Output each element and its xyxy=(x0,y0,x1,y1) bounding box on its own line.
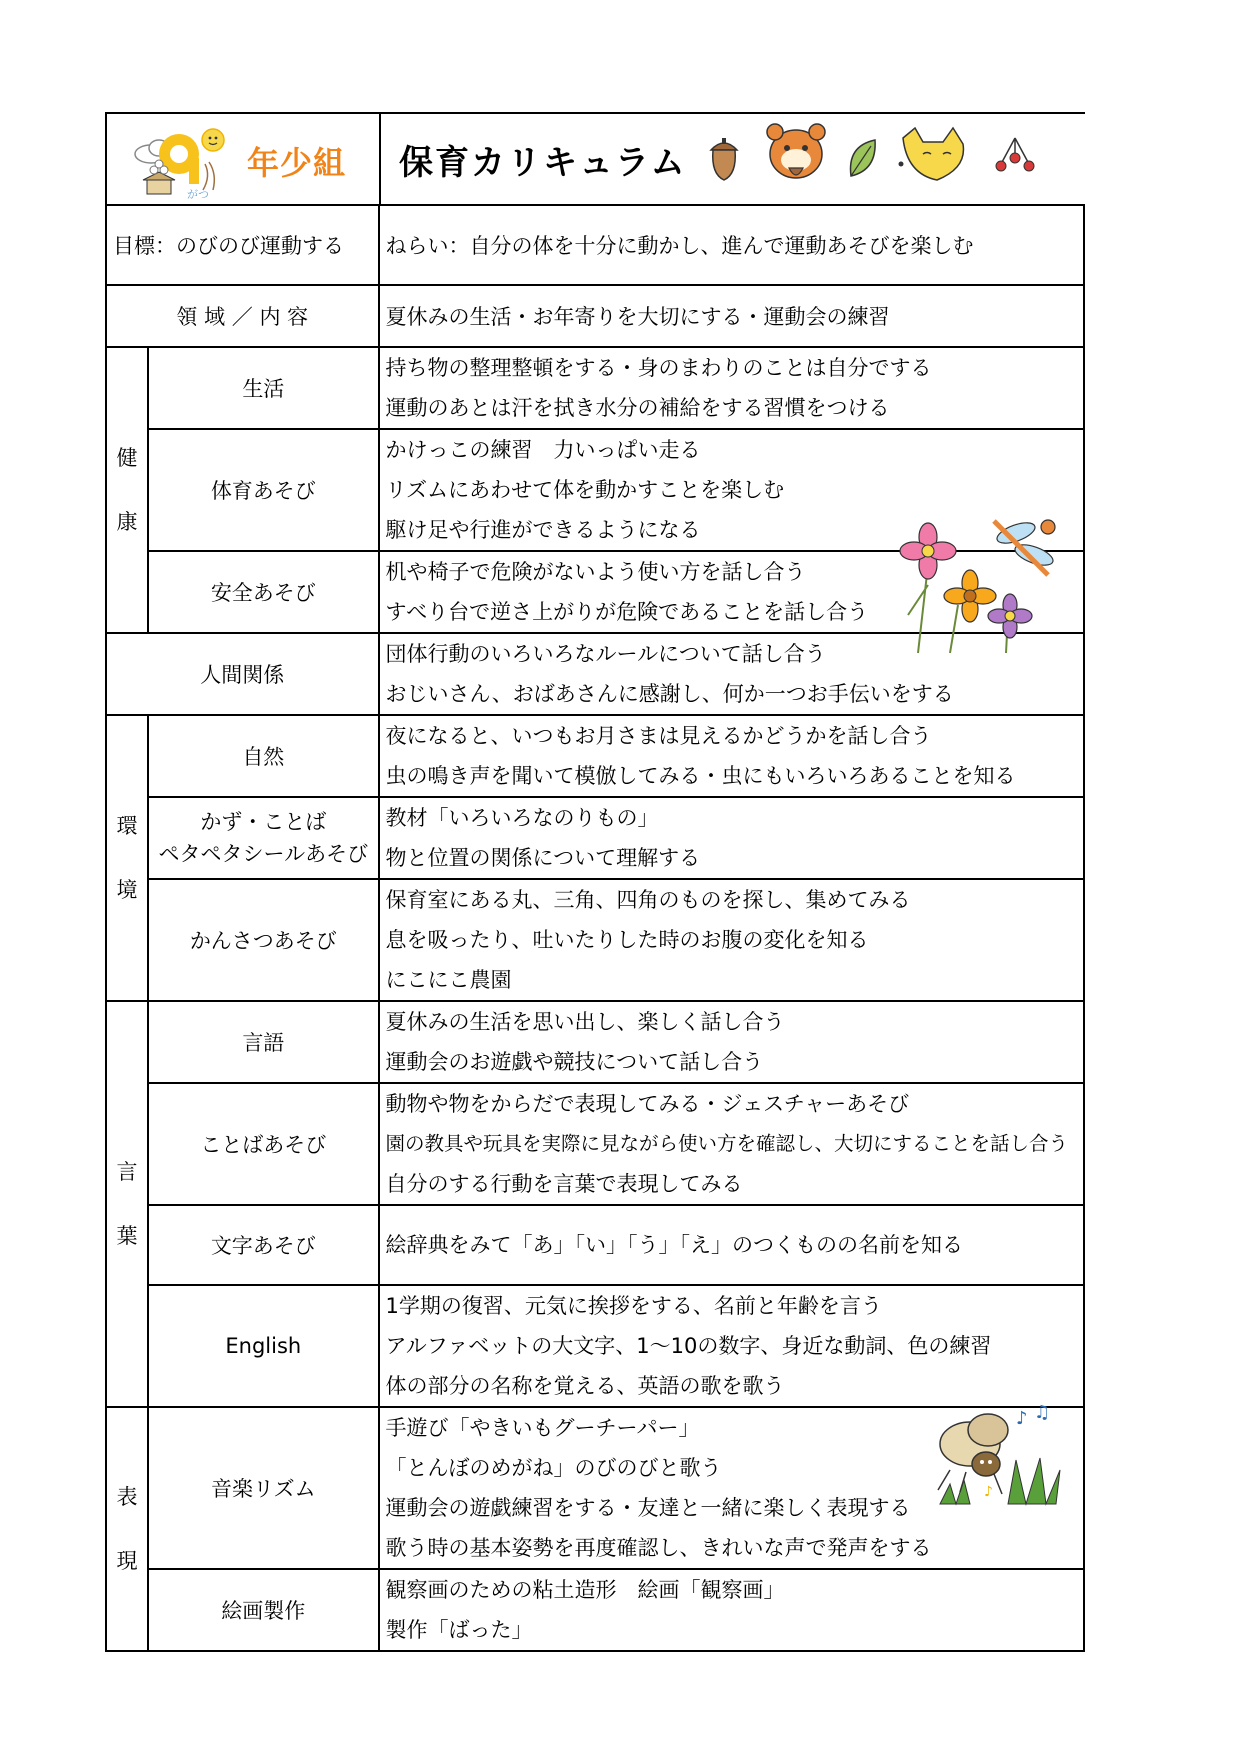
domain-header-row xyxy=(106,285,1084,347)
row-seikatsu xyxy=(106,347,1084,429)
row-kotobaasobi xyxy=(106,1083,1084,1205)
content-shizen: 夜になると、いつもお月さまは見えるかどうかを話し合う 虫の鳴き声を聞いて模倣してみる・虫にもいろいろあることを知る xyxy=(379,715,1084,797)
sub-label-kansatsu: かんさつあそび xyxy=(148,879,378,1001)
row-kaiga xyxy=(106,1569,1084,1651)
sub-label-ongaku: 音楽リズム xyxy=(148,1407,378,1569)
sub-label-kotobaasobi: ことばあそび xyxy=(148,1083,378,1205)
sub-label-anzen: 安全あそび xyxy=(148,551,378,633)
row-gengo xyxy=(106,1001,1084,1083)
section-hyougen-label: 表 現 xyxy=(106,1407,148,1651)
sub-label-shizen: 自然 xyxy=(148,715,378,797)
page-title: 保育カリキュラム xyxy=(399,142,687,183)
leaf-icon xyxy=(845,136,879,180)
content-taiiku: かけっこの練習 力いっぱい走る リズムにあわせて体を動かすことを楽しむ 駆け足や行進ができるようになる xyxy=(379,429,1084,551)
svg-text:♪: ♪ xyxy=(984,1484,993,1500)
content-ongaku: 手遊び「やきいもグーチーパー」 「とんぼのめがね」のびのびと歌う 運動会の遊戯練習をする・友達と一緒に楽しく表現する 歌う時の基本姿勢を再度確認し、きれいな声で発声をする xyxy=(379,1407,1084,1569)
row-english xyxy=(106,1285,1084,1407)
section-kotoba-label: 言 葉 xyxy=(106,1001,148,1407)
sub-label-kaiga: 絵画製作 xyxy=(148,1569,378,1651)
class-name: 年少組 xyxy=(247,144,347,182)
svg-text:♪: ♪ xyxy=(1016,1408,1028,1429)
domain-label: 領 域 ／ 内 容 xyxy=(106,285,379,347)
header-right-cell xyxy=(379,112,1085,204)
sub-label-english: English xyxy=(148,1285,378,1407)
sub-label-kazu: かず・ことば ペタペタシールあそび xyxy=(148,797,378,879)
svg-text:♫: ♫ xyxy=(1034,1402,1051,1423)
fox-icon xyxy=(893,124,971,186)
content-kotobaasobi: 動物や物をからだで表現してみる・ジェスチャーあそび 園の教具や玩具を実際に見ながら使い方を確認し、大切にすることを話し合う 自分のする行動を言葉で表現してみる xyxy=(379,1083,1084,1205)
berries-icon xyxy=(991,134,1039,178)
header xyxy=(105,112,1085,204)
sub-label-taiiku: 体育あそび xyxy=(148,429,378,551)
sub-label-seikatsu: 生活 xyxy=(148,347,378,429)
content-ningen: 団体行動のいろいろなルールについて話し合う おじいさん、おばあさんに感謝し、何か一つお手伝いをする xyxy=(379,633,1084,715)
row-kansatsu xyxy=(106,879,1084,1001)
content-seikatsu: 持ち物の整理整頓をする・身のまわりのことは自分でする 運動のあとは汗を拭き水分の補給をする習慣をつける xyxy=(379,347,1084,429)
content-english: 1学期の復習、元気に挨拶をする、名前と年齢を言う アルファベットの大文字、1～10の数字、身近な動詞、色の練習 体の部分の名称を覚える、英語の歌を歌う xyxy=(379,1285,1084,1407)
row-moji xyxy=(106,1205,1084,1285)
acorn-icon xyxy=(707,132,741,184)
content-kazu: 教材「いろいろなのりもの」 物と位置の関係について理解する xyxy=(379,797,1084,879)
row-shizen xyxy=(106,715,1084,797)
cricket-music-illustration xyxy=(930,1400,1070,1510)
cosmos-dragonfly-illustration xyxy=(898,515,1058,657)
goal-row xyxy=(106,205,1084,285)
objective-cell: 目標：のびのび運動する xyxy=(106,205,379,285)
section-ningen-label: 人間関係 xyxy=(106,633,379,715)
header-left-cell xyxy=(105,112,379,204)
content-moji: 絵辞典をみて「あ」「い」「う」「え」のつくものの名前を知る xyxy=(379,1205,1084,1285)
content-anzen: 机や椅子で危険がないよう使い方を話し合う すべり台で逆さ上がりが危険であることを話し合う xyxy=(379,551,1084,633)
aim-cell: ねらい：自分の体を十分に動かし、進んで運動あそびを楽しむ xyxy=(379,205,1084,285)
squirrel-icon xyxy=(761,120,831,192)
sub-label-gengo: 言語 xyxy=(148,1001,378,1083)
content-kaiga: 観察画のための粘土造形 絵画「観察画」 製作「ばった」 xyxy=(379,1569,1084,1651)
content-gengo: 夏休みの生活を思い出し、楽しく話し合う 運動会のお遊戯や競技について話し合う xyxy=(379,1001,1084,1083)
month-logo xyxy=(129,124,229,200)
domain-content: 夏休みの生活・お年寄りを大切にする・運動会の練習 xyxy=(379,285,1084,347)
svg-text:がつ: がつ xyxy=(187,188,209,200)
row-kazu xyxy=(106,797,1084,879)
sub-label-moji: 文字あそび xyxy=(148,1205,378,1285)
content-kansatsu: 保育室にある丸、三角、四角のものを探し、集めてみる 息を吸ったり、吐いたりした時のお腹の変化を知る にこにこ農園 xyxy=(379,879,1084,1001)
section-kenkou-label: 健 康 xyxy=(106,347,148,633)
section-kankyou-label: 環 境 xyxy=(106,715,148,1001)
